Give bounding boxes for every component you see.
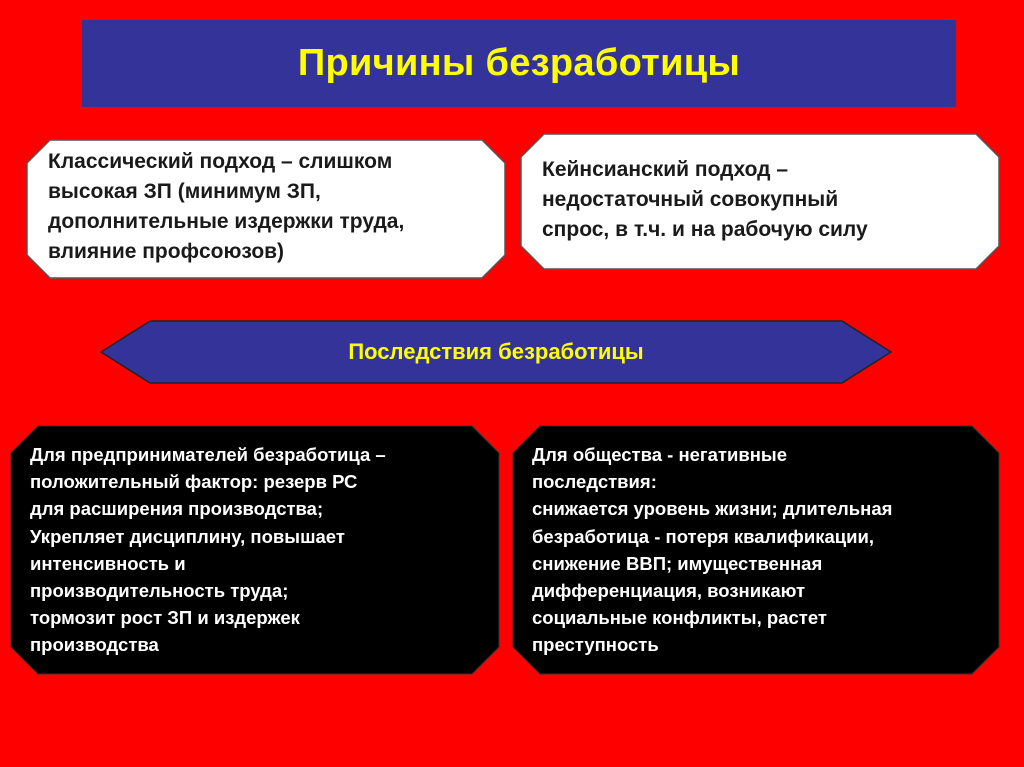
title-box (82, 20, 956, 107)
keynesian-approach-box (520, 133, 1000, 270)
society-consequences-box (512, 425, 1000, 675)
entrepreneurs-consequences-box (10, 425, 500, 675)
consequences-title: Последствия безработицы (348, 339, 644, 364)
society-consequences-text: Для общества - негативные последствия: снижается уровень жизни; длительная безработица - потеря квалификации, снижение ВВП; имущественная дифференциация, возникают социальные конфликты, растет преступность (532, 444, 893, 656)
classical-approach-box (26, 139, 506, 279)
classical-approach-text: Классический подход – слишком высокая ЗП (минимум ЗП, дополнительные издержки труда, влияние профсоюзов) (48, 150, 405, 263)
entrepreneurs-consequences-text: Для предпринимателей безработица – положительный фактор: резерв РС для расширения производства; Укрепляет дисциплину, повышает интенсивность и производительность труда; тормозит рост ЗП и издержек производства (30, 444, 386, 656)
keynesian-approach-text: Кейнсианский подход – недостаточный совокупный спрос, в т.ч. и на рабочую силу (542, 158, 868, 241)
consequences-banner (100, 320, 892, 384)
page-title: Причины безработицы (297, 42, 741, 84)
